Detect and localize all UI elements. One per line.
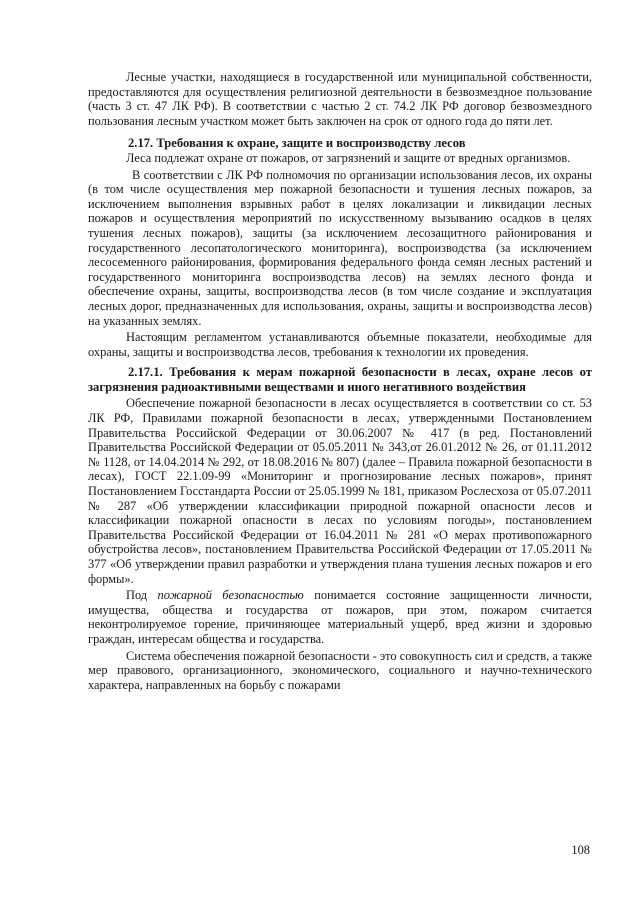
- paragraph-fire-safety-system: Система обеспечения пожарной безопасности - это совокупность сил и средств, а также мер правового, организационного, экономического, социального и научно-технического характера, направленных на борьбу с пожарами: [88, 648, 592, 692]
- definition-lead: Под: [126, 588, 148, 603]
- defined-term: пожарной безопасностью: [157, 588, 304, 603]
- paragraph-fire-safety-legal-basis: Обеспечение пожарной безопасности в лесах осуществляется в соответствии со ст. 53 ЛК РФ, Правилами пожарной безопасности в лесах, утвержденными Постановлением Правительства Российской Федерации от 30.06.2007 № 417 (в ред. Постановлений Правительства Российской Федерации от 05.05.2011 № 343,от 26.01.2012 № 26, от 01.11.2012 № 1128, от 14.04.2014 № 292, от 18.08.2016 № 807) (далее – Правила пожарной безопасности в лесах), ГОСТ 22.1.09-99 «Мониторинг и прогнозирование лесных пожаров», принят Постановлением Госстандарта России от 25.05.1999 № 181, приказом Рослесхоза от 05.07.2011 № 287 «Об утверждении классификации природной пожарной опасности лесов и классификации пожарной опасности в лесах по условиям погоды», постановлением Правительства Российской Федерации от 16.04.2011 № 281 «О мерах противопожарного обустройства лесов», постановлением Правительства Российской Федерации от 17.05.2011 № 377 «Об утверждении правил разработки и утверждения плана тушения лесных пожаров и его формы».: [88, 396, 592, 586]
- paragraph-forest-protection: Леса подлежат охране от пожаров, от загрязнений и защите от вредных организмов.: [126, 150, 571, 165]
- paragraph-religious-use: Лесные участки, находящиеся в государственной или муниципальной собственности, предоставляются для осуществления религиозной деятельности в безвозмездное пользование (часть 3 ст. 47 ЛК РФ). В соответствии с частью 2 ст. 74.2 ЛК РФ договор безвозмездного пользования лесным участком может быть заключен на срок от одного года до пяти лет.: [88, 70, 592, 128]
- definition-text: понимается состояние защищенности личности, имущества, общества и государства от пожаров, при этом, пожаром считается неконтролируемое горение, причиняющее материальный ущерб, вред жизни и здоровью граждан, интересам общества и государства.: [88, 588, 592, 646]
- paragraph-fire-safety-definition: [88, 588, 592, 646]
- section-heading-2-17-1: 2.17.1. Требования к мерам пожарной безопасности в лесах, охране лесов от загрязнения радиоактивными веществами и иного негативного воздействия: [88, 365, 592, 394]
- page-number: 108: [571, 843, 590, 857]
- paragraph-regulation-indicators: Настоящим регламентом устанавливаются объемные показатели, необходимые для охраны, защиты и воспроизводства лесов, требования к технологии их проведения.: [88, 330, 592, 359]
- paragraph-powers: В соответствии с ЛК РФ полномочия по организации использования лесов, их охраны (в том числе осуществления мер пожарной безопасности и тушения лесных пожаров, за исключением выполнения взрывных работ в целях локализации и ликвидации лесных пожаров и осуществления мероприятий по искусственному вызыванию осадков в целях тушения лесных пожаров), защиты (за исключением лесозащитного районирования и государственного лесопатологического мониторинга), воспроизводства (за исключением лесосеменного районирования, формирования федерального фонда семян лесных растений и государственного мониторинга воспроизводства лесов) на землях лесного фонда и обеспечение охраны, защиты, воспроизводства лесов (в том числе создание и эксплуатация лесных дорог, предназначенных для использования, охраны, защиты и воспроизводства лесов) на указанных землях.: [88, 167, 592, 328]
- section-heading-2-17: 2.17. Требования к охране, защите и воспроизводству лесов: [128, 136, 466, 151]
